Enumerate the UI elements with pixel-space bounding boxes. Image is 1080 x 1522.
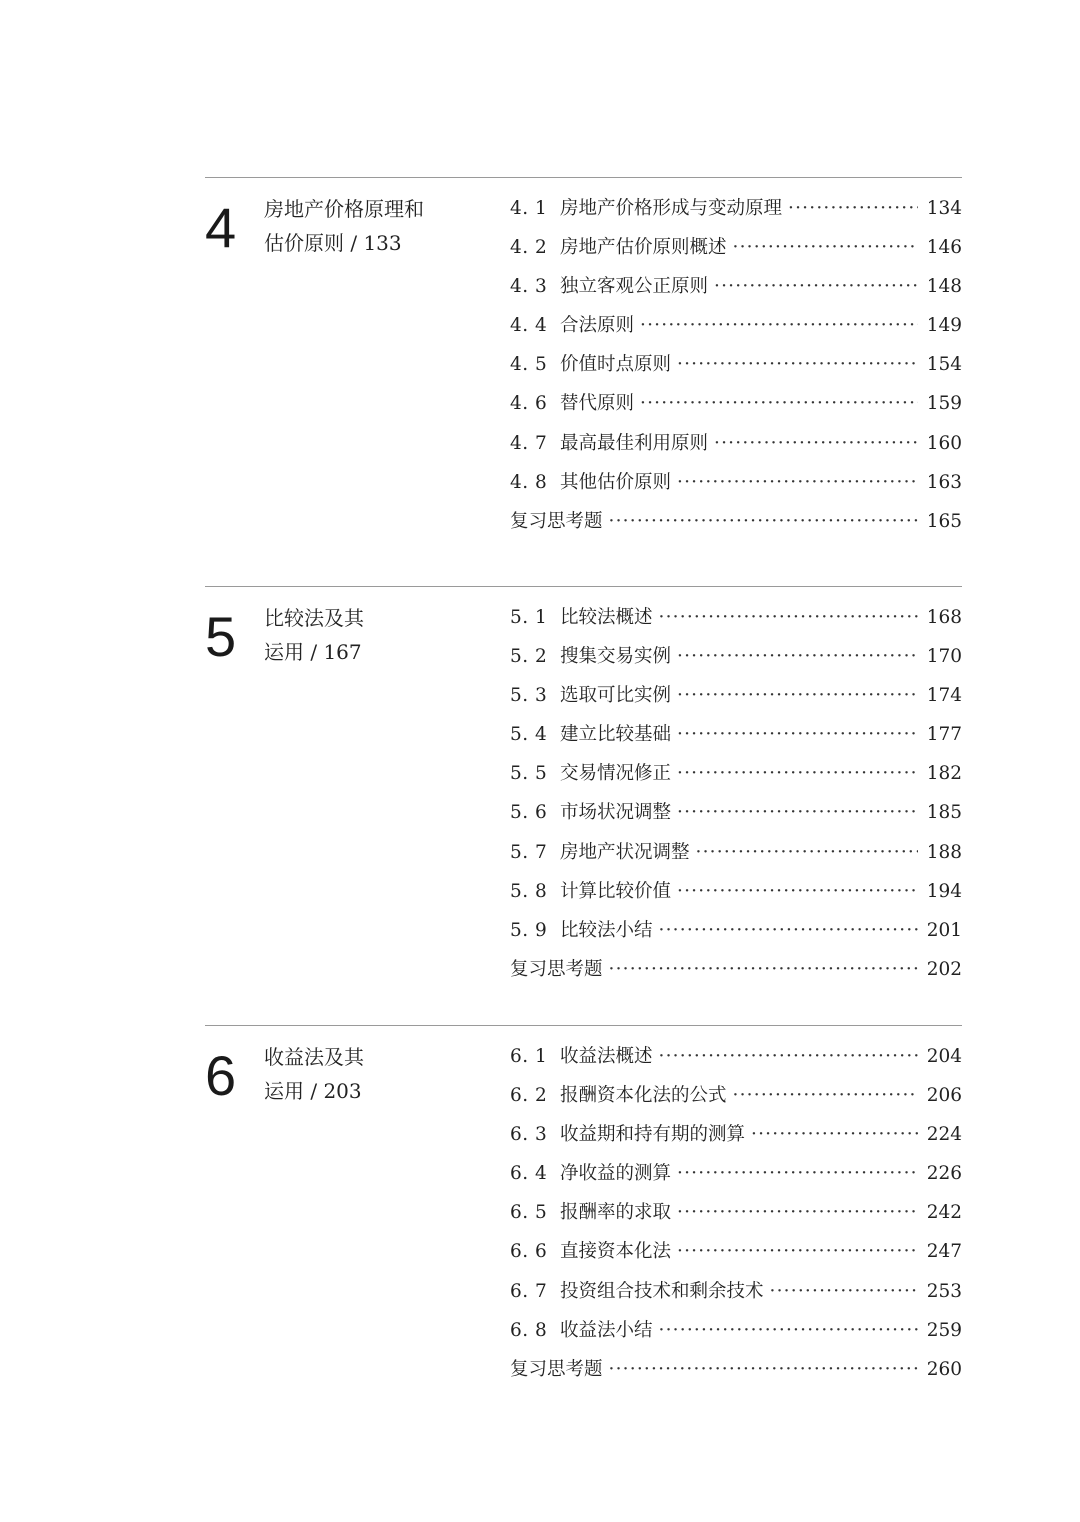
dot-leader (659, 914, 918, 948)
page-number: 149 (926, 315, 962, 337)
toc-entry[interactable] (510, 192, 962, 231)
section-number: 6. 1 (510, 1046, 548, 1067)
dot-leader (788, 192, 918, 226)
toc-entry[interactable] (510, 1040, 962, 1079)
section-title: 比较法概述 (560, 607, 653, 628)
toc-entry[interactable] (510, 1196, 962, 1235)
toc-entry[interactable] (510, 231, 962, 270)
toc-entry-review[interactable] (510, 953, 962, 992)
section-title: 其他估价原则 (560, 471, 672, 493)
page-number: 185 (926, 802, 962, 824)
section-number: 4. 5 (510, 354, 548, 376)
section-title: 计算比较价值 (560, 880, 672, 902)
toc-entry[interactable] (510, 348, 962, 387)
chapter-6 (205, 1025, 962, 1380)
section-title: 收益法小结 (560, 1319, 653, 1341)
chapter-title[interactable] (264, 192, 464, 260)
page-number: 247 (926, 1241, 962, 1263)
page-number: 253 (926, 1280, 962, 1302)
chapter-5 (205, 586, 962, 980)
dot-leader (659, 1314, 918, 1348)
section-number: 6. 6 (510, 1241, 548, 1263)
page-number: 242 (926, 1202, 962, 1224)
page-number: 170 (926, 646, 962, 668)
dot-leader (677, 348, 918, 382)
section-title: 最高最佳利用原则 (560, 432, 709, 454)
toc-entry[interactable] (510, 875, 962, 914)
section-title: 收益法概述 (560, 1046, 653, 1067)
page-number: 174 (926, 685, 962, 707)
page-number: 148 (926, 276, 962, 298)
dot-leader (609, 505, 918, 539)
section-number: 4. 4 (510, 315, 548, 337)
section-title: 价值时点原则 (560, 354, 672, 376)
dot-leader (677, 1235, 918, 1269)
section-title: 净收益的测算 (560, 1163, 672, 1185)
dot-leader (770, 1275, 918, 1309)
page-number: 202 (926, 958, 962, 980)
section-number: 6. 2 (510, 1085, 548, 1107)
section-title: 复习思考题 (510, 510, 603, 532)
section-number: 4. 6 (510, 393, 548, 415)
section-title: 交易情况修正 (560, 763, 672, 785)
section-number: 5. 9 (510, 919, 548, 941)
chapter-number: 5 (205, 605, 237, 668)
section-number: 4. 3 (510, 276, 548, 298)
toc-entry[interactable] (510, 757, 962, 796)
section-title: 报酬率的求取 (560, 1202, 672, 1224)
toc-entry[interactable] (510, 1079, 962, 1118)
section-title: 直接资本化法 (560, 1241, 672, 1263)
section-list (510, 1040, 962, 1392)
toc-entry[interactable] (510, 1235, 962, 1274)
dot-leader (659, 601, 918, 635)
toc-entry[interactable] (510, 1314, 962, 1353)
section-title: 房地产估价原则概述 (560, 237, 727, 259)
page-number: 159 (926, 393, 962, 415)
dot-leader (677, 757, 918, 791)
page-number: 182 (926, 763, 962, 785)
section-title: 报酬资本化法的公式 (560, 1085, 727, 1107)
page-number: 177 (926, 724, 962, 746)
page-number: 259 (926, 1319, 962, 1341)
page-number: 201 (926, 919, 962, 941)
dot-leader (640, 387, 918, 421)
toc-entry[interactable] (510, 387, 962, 426)
section-number: 4. 8 (510, 471, 548, 493)
chapter-title[interactable] (264, 601, 464, 669)
page-number: 160 (926, 432, 962, 454)
page-number: 163 (926, 471, 962, 493)
dot-leader (714, 270, 918, 304)
dot-leader (733, 231, 918, 265)
chapter-title-line: 运用 / 167 (264, 640, 362, 664)
toc-entry[interactable] (510, 1275, 962, 1314)
chapter-title-line: 比较法及其 (264, 606, 364, 630)
toc-entry[interactable] (510, 270, 962, 309)
chapter-number: 4 (205, 196, 237, 259)
section-number: 5. 5 (510, 763, 548, 785)
page-number: 165 (926, 510, 962, 532)
section-number: 5. 1 (510, 607, 548, 628)
dot-leader (677, 875, 918, 909)
section-title: 合法原则 (560, 315, 635, 337)
dot-leader (751, 1118, 918, 1152)
section-number: 5. 4 (510, 724, 548, 746)
section-title: 搜集交易实例 (560, 646, 672, 668)
dot-leader (677, 679, 918, 713)
section-title: 选取可比实例 (560, 685, 672, 707)
chapter-title-line: 收益法及其 (264, 1045, 364, 1069)
dot-leader (677, 796, 918, 830)
chapter-number: 6 (205, 1044, 237, 1107)
toc-entry-review[interactable] (510, 505, 962, 544)
toc-entry[interactable] (510, 718, 962, 757)
toc-entry[interactable] (510, 796, 962, 835)
toc-entry[interactable] (510, 640, 962, 679)
section-title: 复习思考题 (510, 1358, 603, 1380)
dot-leader (609, 1353, 918, 1387)
dot-leader (677, 718, 918, 752)
toc-entry[interactable] (510, 427, 962, 466)
section-number: 6. 8 (510, 1319, 548, 1341)
page-number: 154 (926, 354, 962, 376)
section-list (510, 601, 962, 992)
section-title: 比较法小结 (560, 919, 653, 941)
section-title: 建立比较基础 (560, 724, 672, 746)
section-number: 6. 3 (510, 1124, 548, 1146)
section-number: 6. 4 (510, 1163, 548, 1185)
dot-leader (659, 1040, 918, 1074)
chapter-title-line: 运用 / 203 (264, 1079, 362, 1103)
dot-leader (733, 1079, 918, 1113)
chapter-title-line: 估价原则 / 133 (264, 231, 402, 255)
page-number: 260 (926, 1358, 962, 1380)
dot-leader (677, 1196, 918, 1230)
toc-entry-review[interactable] (510, 1353, 962, 1392)
dot-leader (677, 466, 918, 500)
page-number: 206 (926, 1085, 962, 1107)
page-number: 194 (926, 880, 962, 902)
toc-entry[interactable] (510, 1157, 962, 1196)
toc-entry[interactable] (510, 309, 962, 348)
section-number: 5. 6 (510, 802, 548, 824)
chapter-title[interactable] (264, 1040, 464, 1108)
toc-entry[interactable] (510, 1118, 962, 1157)
toc-entry[interactable] (510, 836, 962, 875)
section-number: 6. 5 (510, 1202, 548, 1224)
page-number: 168 (926, 607, 962, 628)
section-title: 复习思考题 (510, 958, 603, 980)
section-title: 房地产状况调整 (560, 841, 690, 863)
page-number: 188 (926, 841, 962, 863)
section-title: 收益期和持有期的测算 (560, 1124, 746, 1146)
section-list (510, 192, 962, 544)
page-number: 134 (926, 198, 962, 219)
dot-leader (677, 640, 918, 674)
page-number: 226 (926, 1163, 962, 1185)
dot-leader (640, 309, 918, 343)
section-number: 4. 1 (510, 198, 548, 219)
section-title: 市场状况调整 (560, 802, 672, 824)
dot-leader (696, 836, 918, 870)
section-number: 5. 3 (510, 685, 548, 707)
dot-leader (714, 427, 918, 461)
toc-entry[interactable] (510, 914, 962, 953)
chapter-title-line: 房地产价格原理和 (264, 197, 424, 221)
dot-leader (677, 1157, 918, 1191)
section-number: 4. 7 (510, 432, 548, 454)
section-title: 房地产价格形成与变动原理 (560, 198, 783, 219)
section-number: 4. 2 (510, 237, 548, 259)
section-title: 独立客观公正原则 (560, 276, 709, 298)
chapter-4 (205, 177, 962, 532)
page-number: 224 (926, 1124, 962, 1146)
section-number: 5. 7 (510, 841, 548, 863)
toc-entry[interactable] (510, 601, 962, 640)
toc-entry[interactable] (510, 466, 962, 505)
section-number: 6. 7 (510, 1280, 548, 1302)
section-number: 5. 2 (510, 646, 548, 668)
page-number: 146 (926, 237, 962, 259)
section-number: 5. 8 (510, 880, 548, 902)
page-number: 204 (926, 1046, 962, 1067)
toc-entry[interactable] (510, 679, 962, 718)
dot-leader (609, 953, 918, 987)
section-title: 替代原则 (560, 393, 635, 415)
section-title: 投资组合技术和剩余技术 (560, 1280, 764, 1302)
